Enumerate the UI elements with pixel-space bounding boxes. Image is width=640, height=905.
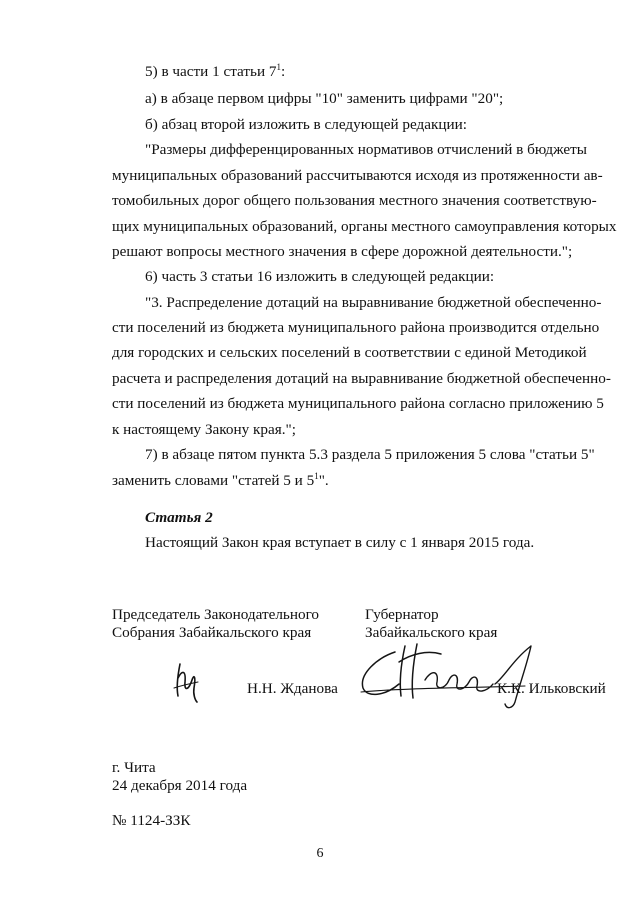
item5-b-text-line: "Размеры дифференцированных нормативов отчислений в бюджеты — [145, 141, 588, 158]
item7-line — [112, 472, 329, 490]
item5-b-text-line: щих муниципальных образований, органы местного самоуправления которых — [112, 218, 617, 235]
item5-a: а) в абзаце первом цифры "10" заменить цифрами "20"; — [145, 90, 504, 107]
chairman-title-line: Председатель Законодательного — [112, 606, 320, 623]
governor-title-line: Забайкальского края — [365, 624, 498, 641]
place: г. Чита — [112, 759, 156, 776]
item6-text-line: расчета и распределения дотаций на выравнивание бюджетной обеспеченно- — [112, 370, 611, 387]
item5-b-text-line: томобильных дорог общего пользования местного значения соответствую- — [112, 192, 597, 209]
item5-b-text-line: решают вопросы местного значения в сфере дорожной деятельности."; — [112, 243, 573, 260]
law-number: № 1124-ЗЗК — [112, 812, 191, 829]
item7-line: 7) в абзаце пятом пункта 5.3 раздела 5 приложения 5 слова "статьи 5" — [145, 446, 595, 463]
item6-text-line: сти поселений из бюджета муниципального района производится отдельно — [112, 319, 600, 336]
item6-intro: 6) часть 3 статьи 16 изложить в следующей редакции: — [145, 268, 495, 285]
item6-text-line: к настоящему Закону края."; — [112, 421, 296, 438]
item7-line2-text: заменить словами "статей 5 и 5 — [112, 472, 315, 489]
governor-name: К.К. Ильковский — [497, 680, 606, 697]
superscript: 1 — [314, 471, 319, 481]
article-heading: Статья 2 — [145, 509, 213, 526]
governor-title-line: Губернатор — [365, 606, 439, 623]
chairman-signature — [170, 660, 202, 705]
superscript: 1 — [276, 62, 281, 72]
item6-text-line: "3. Распределение дотаций на выравнивание бюджетной обеспеченно- — [145, 294, 602, 311]
item6-text-line: для городских и сельских поселений в соответствии с единой Методикой — [112, 344, 587, 361]
item5-b: б) абзац второй изложить в следующей редакции: — [145, 116, 467, 133]
article-text: Настоящий Закон края вступает в силу с 1 января 2015 года. — [145, 534, 535, 551]
item5-intro-suffix: : — [280, 63, 286, 80]
item5-b-text-line: муниципальных образований рассчитываются исходя из протяженности ав- — [112, 167, 603, 184]
item7-line2-suffix: ". — [318, 472, 329, 489]
page-number: 6 — [316, 846, 324, 861]
item5-intro — [145, 63, 285, 81]
chairman-name: Н.Н. Жданова — [247, 680, 338, 697]
governor-signature — [355, 640, 555, 715]
chairman-title-line: Собрания Забайкальского края — [112, 624, 312, 641]
item5-intro-text: 5) в части 1 статьи 7 — [145, 63, 277, 80]
item6-text-line: сти поселений из бюджета муниципального района согласно приложению 5 — [112, 395, 604, 412]
date: 24 декабря 2014 года — [112, 777, 248, 794]
